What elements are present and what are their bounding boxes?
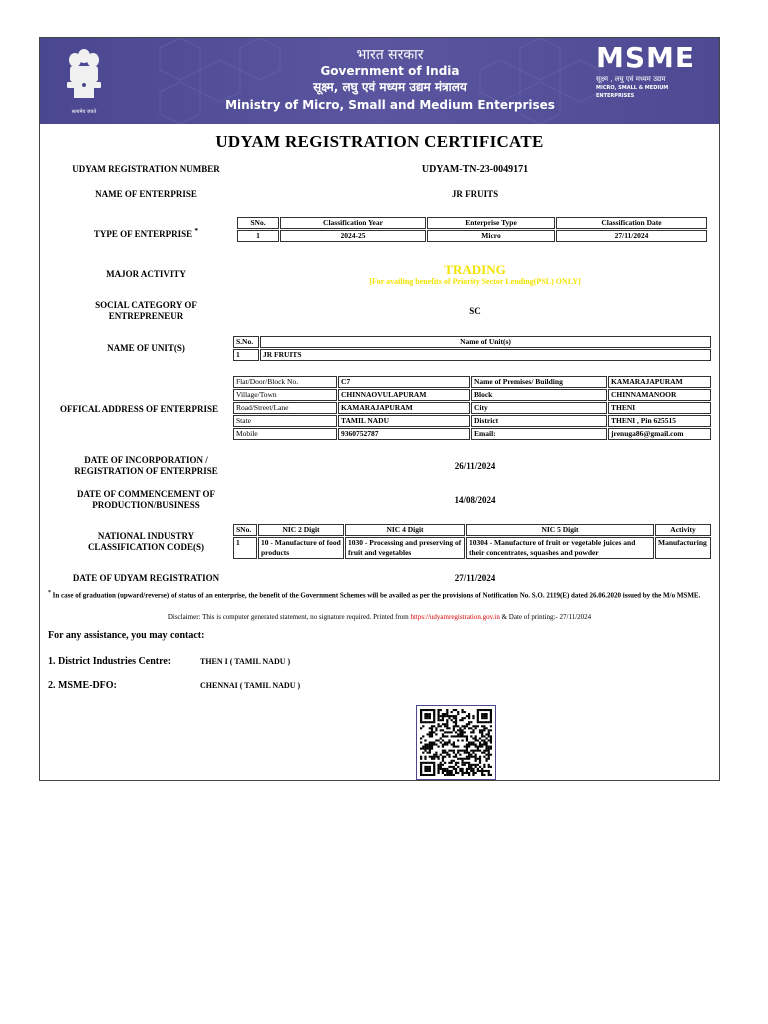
table-row [233, 402, 711, 414]
address-key: City [471, 402, 607, 414]
msme-logo-hindi: सूक्ष्म , लघु एवं मध्यम उद्यम [596, 75, 666, 83]
emblem-caption: सत्यमेव जयते [71, 109, 97, 115]
commencement-label-2: PRODUCTION/BUSINESS [92, 500, 200, 510]
incorporation-label-2: REGISTRATION OF ENTERPRISE [74, 466, 218, 476]
address-value: THENI [608, 402, 711, 414]
hindi-ministry: सूक्ष्म, लघु एवं मध्यम उद्यम मंत्रालय [313, 80, 467, 94]
table-row [233, 428, 711, 440]
table-row [233, 389, 711, 401]
address-value: THENI , Pin 625515 [608, 415, 711, 427]
nic-cell-2digit: 10 - Manufacture of food products [258, 537, 344, 559]
contact-dfo-value: CHENNAI ( TAMIL NADU ) [200, 681, 301, 690]
table-row [233, 537, 711, 559]
enterprise-type-asterisk: * [194, 226, 199, 235]
nic-header-activity: Activity [655, 524, 711, 536]
address-value: jrenuga86@gmail.com [608, 428, 711, 440]
incorporation-value: 26/11/2024 [454, 461, 496, 471]
units-label: NAME OF UNIT(S) [107, 343, 185, 353]
type-header-type: Enterprise Type [427, 217, 555, 229]
nic-cell-5digit: 10304 - Manufacture of fruit or vegetable juices and their concentrates, squashes and powder [466, 537, 654, 559]
address-value: 9360752787 [338, 428, 470, 440]
government-title [190, 46, 590, 114]
qr-code [416, 705, 496, 780]
nic-header-2digit: NIC 2 Digit [258, 524, 344, 536]
udyam-date-value: 27/11/2024 [454, 573, 496, 583]
disclaimer-suffix: & Date of printing:- 27/11/2024 [501, 613, 592, 621]
major-activity-value: TRADING [444, 262, 506, 277]
address-value: CHINNAMANOOR [608, 389, 711, 401]
msme-logo-word: MSME [596, 41, 696, 74]
ministry-name: Ministry of Micro, Small and Medium Enterprises [225, 98, 555, 112]
address-value: C7 [338, 376, 470, 388]
nic-header-4digit: NIC 4 Digit [345, 524, 465, 536]
social-category-label-1: SOCIAL CATEGORY OF [95, 300, 197, 310]
header-banner [40, 38, 719, 124]
major-activity-note: [For availing benefits of Priority Sector Lending(PSL) ONLY] [369, 277, 581, 286]
table-row [233, 376, 711, 388]
nic-cell-4digit: 1030 - Processing and preserving of fruit and vegetables [345, 537, 465, 559]
msme-logo [596, 41, 706, 100]
address-value: TAMIL NADU [338, 415, 470, 427]
address-key: State [233, 415, 337, 427]
type-cell-date: 27/11/2024 [556, 230, 707, 242]
address-key: Block [471, 389, 607, 401]
nic-label [46, 531, 246, 553]
type-header-year: Classification Year [280, 217, 426, 229]
government-of-india: Government of India [320, 64, 460, 78]
incorporation-label [46, 455, 246, 477]
address-key: Name of Premises/ Building [471, 376, 607, 388]
certificate-title: UDYAM REGISTRATION CERTIFICATE [215, 132, 544, 151]
nic-table [232, 523, 712, 560]
type-header-date: Classification Date [556, 217, 707, 229]
address-value: CHINNAOVULAPURAM [338, 389, 470, 401]
address-key: Mobile [233, 428, 337, 440]
nic-label-2: CLASSIFICATION CODE(S) [87, 542, 205, 552]
address-key: Village/Town [233, 389, 337, 401]
contact-dic-value: THEN I ( TAMIL NADU ) [200, 657, 291, 666]
units-header-sno: S.No. [233, 336, 259, 348]
udyam-date-label: DATE OF UDYAM REGISTRATION [72, 573, 220, 583]
certificate [39, 37, 720, 781]
major-activity-label: MAJOR ACTIVITY [106, 269, 186, 279]
type-cell-year: 2024-25 [280, 230, 426, 242]
address-key: Flat/Door/Block No. [233, 376, 337, 388]
nic-header-5digit: NIC 5 Digit [466, 524, 654, 536]
footnote-asterisk: * [48, 590, 51, 596]
address-key: Email: [471, 428, 607, 440]
qr-code-icon [420, 709, 492, 776]
address-table [232, 375, 712, 441]
national-emblem [62, 46, 106, 115]
reg-number-value: UDYAM-TN-23-0049171 [421, 164, 529, 175]
nic-label-1: NATIONAL INDUSTRY [97, 531, 195, 541]
units-cell-name: JR FRUITS [260, 349, 711, 361]
enterprise-name-value: JR FRUITS [451, 189, 499, 199]
social-category-label-2: ENTREPRENEUR [108, 311, 184, 321]
address-key: Road/Street/Lane [233, 402, 337, 414]
nic-cell-activity: Manufacturing [655, 537, 711, 559]
address-value: KAMARAJAPURAM [608, 376, 711, 388]
reg-number-label: UDYAM REGISTRATION NUMBER [72, 164, 220, 174]
type-cell-type: Micro [427, 230, 555, 242]
emblem-icon [62, 46, 106, 104]
footnote-text: In case of graduation (upward/reverse) of status of an enterprise, the benefit of the Government Schemes will be availed as per the provisions of Notification No. S.O. 2119(E) dated 26.06.2020 issued by the M/o MSME. [52, 591, 701, 600]
major-activity [300, 263, 650, 287]
address-value: KAMARAJAPURAM [338, 402, 470, 414]
incorporation-label-1: DATE OF INCORPORATION / [84, 455, 208, 465]
commencement-value: 14/08/2024 [454, 495, 496, 505]
units-cell-sno: 1 [233, 349, 259, 361]
nic-cell-sno: 1 [233, 537, 257, 559]
enterprise-type-table [236, 216, 708, 243]
table-row [237, 230, 707, 242]
udyam-registration-link[interactable]: https://udyamregistration.gov.in [410, 613, 500, 621]
units-header-name: Name of Unit(s) [260, 336, 711, 348]
hindi-government: भारत सरकार [356, 47, 424, 63]
disclaimer-prefix: Disclaimer: This is computer generated statement, no signature required. Printed from [167, 613, 409, 621]
enterprise-name-label: NAME OF ENTERPRISE [95, 189, 197, 199]
type-cell-sno: 1 [237, 230, 279, 242]
enterprise-type-label [46, 225, 246, 240]
units-table [232, 335, 712, 362]
assistance-heading: For any assistance, you may contact: [48, 630, 205, 641]
contact-dic-label: 1. District Industries Centre: [48, 656, 172, 667]
address-label: OFFICAL ADDRESS OF ENTERPRISE [60, 404, 218, 414]
table-row [233, 349, 711, 361]
address-key: District [471, 415, 607, 427]
social-category-label [46, 300, 246, 322]
nic-header-sno: SNo. [233, 524, 257, 536]
commencement-label-1: DATE OF COMMENCEMENT OF [76, 489, 216, 499]
msme-logo-english: MICRO, SMALL & MEDIUM ENTERPRISES [596, 85, 669, 99]
type-header-sno: SNo. [237, 217, 279, 229]
social-category-value: SC [469, 306, 481, 316]
graduation-footnote [48, 589, 713, 600]
contact-dfo-label: 2. MSME-DFO: [48, 680, 117, 691]
enterprise-type-label-text: TYPE OF ENTERPRISE [93, 229, 193, 239]
disclaimer [40, 613, 719, 621]
commencement-label [46, 489, 246, 511]
table-row [233, 415, 711, 427]
